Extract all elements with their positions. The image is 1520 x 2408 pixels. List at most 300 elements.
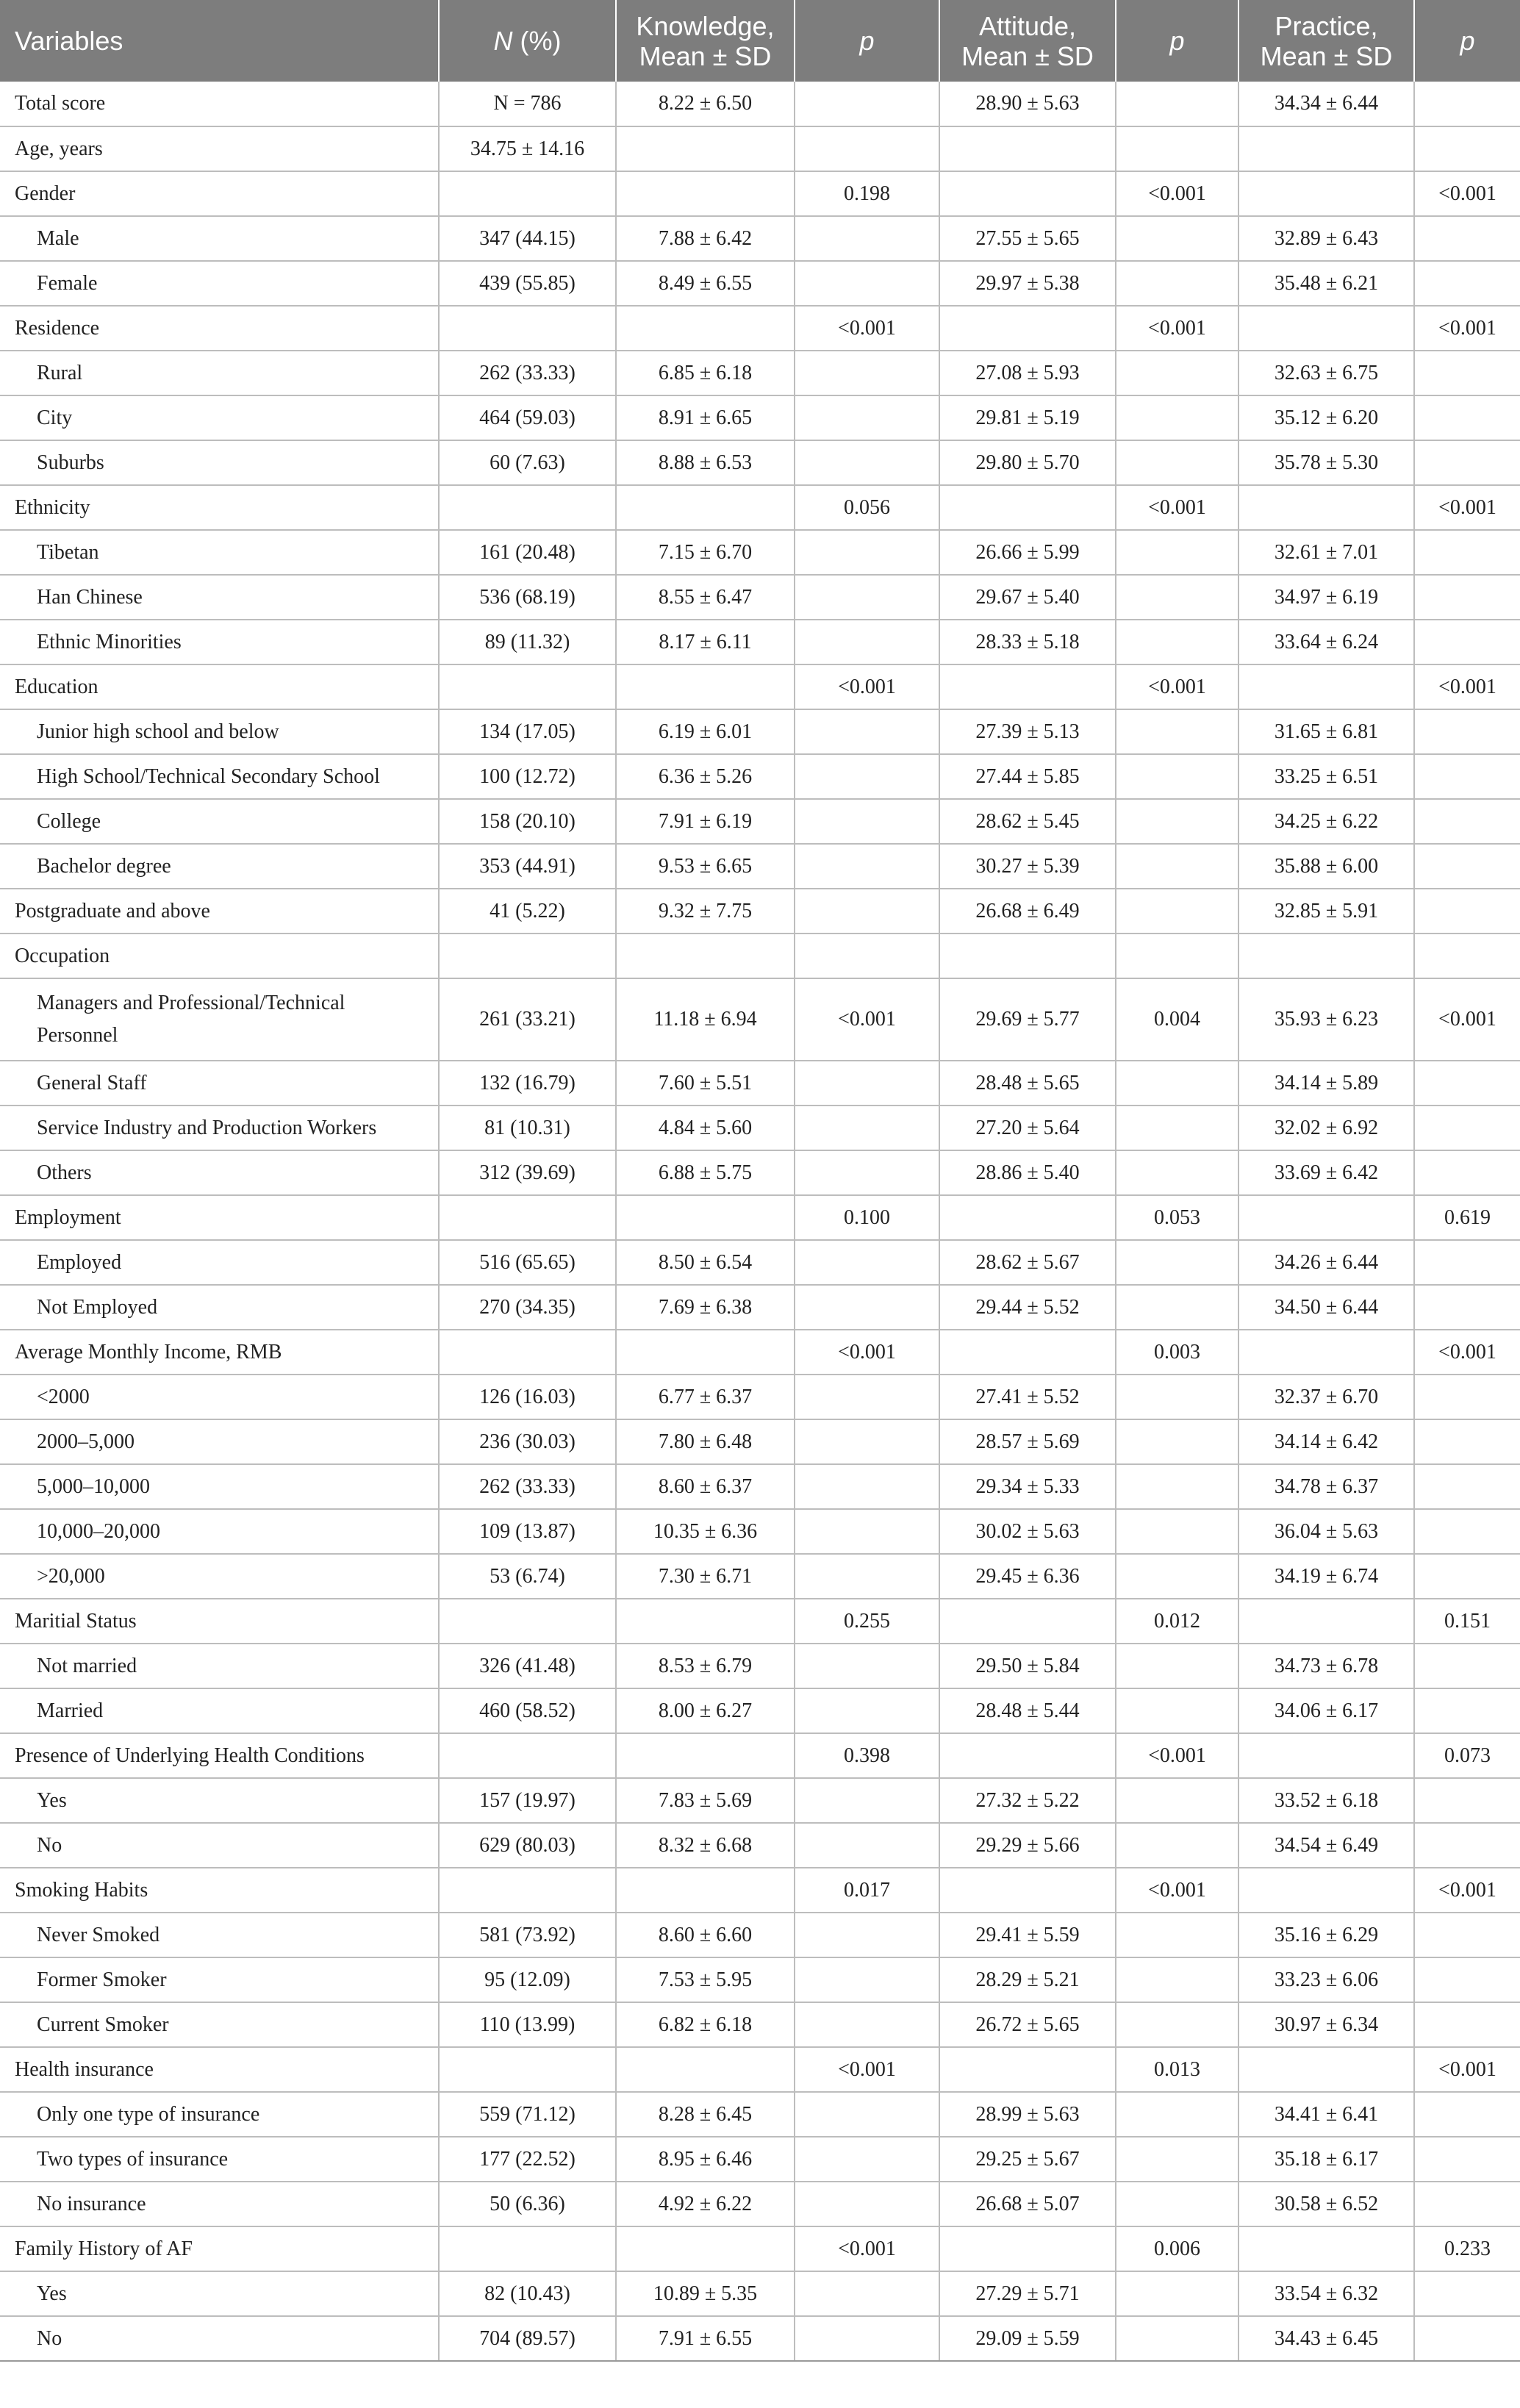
practice-p-cell: <0.001	[1414, 1868, 1520, 1913]
attitude-p-cell	[1116, 1913, 1238, 1957]
knowledge-p-cell	[795, 1823, 939, 1868]
n-percent-cell: 177 (22.52)	[439, 2137, 616, 2182]
variable-cell: Postgraduate and above	[0, 889, 439, 934]
knowledge-p-cell	[795, 1957, 939, 2002]
practice-p-cell	[1414, 1913, 1520, 1957]
knowledge-p-cell: 0.056	[795, 485, 939, 530]
attitude-cell	[939, 1195, 1116, 1240]
variable-cell: 2000–5,000	[0, 1419, 439, 1464]
variable-cell: Not Employed	[0, 1285, 439, 1330]
practice-cell: 33.25 ± 6.51	[1238, 754, 1414, 799]
knowledge-p-cell	[795, 934, 939, 978]
attitude-p-cell	[1116, 2271, 1238, 2316]
variable-cell: Rural	[0, 351, 439, 395]
practice-p-cell	[1414, 620, 1520, 664]
attitude-p-cell	[1116, 440, 1238, 485]
knowledge-cell: 6.88 ± 5.75	[616, 1150, 795, 1195]
practice-p-cell	[1414, 1644, 1520, 1688]
knowledge-p-cell	[795, 261, 939, 306]
n-percent-cell: 536 (68.19)	[439, 575, 616, 620]
attitude-cell: 29.44 ± 5.52	[939, 1285, 1116, 1330]
table-row	[0, 485, 1520, 530]
attitude-p-cell: <0.001	[1116, 171, 1238, 216]
practice-p-cell: 0.233	[1414, 2226, 1520, 2271]
attitude-cell: 28.29 ± 5.21	[939, 1957, 1116, 2002]
knowledge-cell	[616, 2226, 795, 2271]
table-row	[0, 664, 1520, 709]
variable-cell: Ethnic Minorities	[0, 620, 439, 664]
knowledge-cell: 6.19 ± 6.01	[616, 709, 795, 754]
practice-cell: 35.78 ± 5.30	[1238, 440, 1414, 485]
attitude-cell: 27.44 ± 5.85	[939, 754, 1116, 799]
table-row	[0, 575, 1520, 620]
practice-p-cell	[1414, 799, 1520, 844]
practice-cell: 30.58 ± 6.52	[1238, 2182, 1414, 2226]
practice-cell: 34.19 ± 6.74	[1238, 1554, 1414, 1599]
table-row	[0, 620, 1520, 664]
practice-p-cell	[1414, 261, 1520, 306]
attitude-cell	[939, 171, 1116, 216]
practice-cell: 33.23 ± 6.06	[1238, 1957, 1414, 2002]
header-n-percent: N (%)	[439, 0, 616, 82]
attitude-cell	[939, 2047, 1116, 2092]
practice-cell: 34.97 ± 6.19	[1238, 575, 1414, 620]
n-percent-cell: 347 (44.15)	[439, 216, 616, 261]
table-row	[0, 844, 1520, 889]
attitude-cell	[939, 664, 1116, 709]
knowledge-cell	[616, 2047, 795, 2092]
practice-cell	[1238, 1868, 1414, 1913]
variable-cell: Smoking Habits	[0, 1868, 439, 1913]
practice-p-cell: 0.073	[1414, 1733, 1520, 1778]
practice-p-cell: <0.001	[1414, 2047, 1520, 2092]
header-knowledge-p: p	[795, 0, 939, 82]
attitude-cell: 29.29 ± 5.66	[939, 1823, 1116, 1868]
variable-cell: Service Industry and Production Workers	[0, 1106, 439, 1150]
attitude-p-cell	[1116, 934, 1238, 978]
n-percent-cell: 439 (55.85)	[439, 261, 616, 306]
practice-p-cell	[1414, 1464, 1520, 1509]
knowledge-cell: 7.69 ± 6.38	[616, 1285, 795, 1330]
attitude-cell: 27.41 ± 5.52	[939, 1375, 1116, 1419]
n-percent-cell: 312 (39.69)	[439, 1150, 616, 1195]
table-row	[0, 1285, 1520, 1330]
attitude-p-cell	[1116, 799, 1238, 844]
attitude-p-cell	[1116, 261, 1238, 306]
knowledge-p-cell	[795, 2316, 939, 2361]
attitude-p-cell	[1116, 1957, 1238, 2002]
knowledge-p-cell	[795, 216, 939, 261]
practice-cell	[1238, 485, 1414, 530]
table-row	[0, 530, 1520, 575]
table-row	[0, 2137, 1520, 2182]
table-row	[0, 1419, 1520, 1464]
knowledge-cell: 11.18 ± 6.94	[616, 978, 795, 1061]
knowledge-p-cell	[795, 440, 939, 485]
n-percent-cell: 460 (58.52)	[439, 1688, 616, 1733]
attitude-cell: 27.55 ± 5.65	[939, 216, 1116, 261]
attitude-cell: 28.33 ± 5.18	[939, 620, 1116, 664]
attitude-cell: 29.45 ± 6.36	[939, 1554, 1116, 1599]
attitude-cell: 28.57 ± 5.69	[939, 1419, 1116, 1464]
table-row	[0, 1150, 1520, 1195]
knowledge-p-cell	[795, 2182, 939, 2226]
n-percent-cell: 81 (10.31)	[439, 1106, 616, 1150]
attitude-p-cell: 0.003	[1116, 1330, 1238, 1375]
knowledge-cell: 8.88 ± 6.53	[616, 440, 795, 485]
practice-cell	[1238, 171, 1414, 216]
variable-cell: Female	[0, 261, 439, 306]
attitude-cell: 29.41 ± 5.59	[939, 1913, 1116, 1957]
variable-cell: Education	[0, 664, 439, 709]
knowledge-cell: 8.22 ± 6.50	[616, 82, 795, 126]
n-percent-cell: 82 (10.43)	[439, 2271, 616, 2316]
practice-cell: 35.16 ± 6.29	[1238, 1913, 1414, 1957]
variable-cell: Age, years	[0, 126, 439, 171]
table-row	[0, 1106, 1520, 1150]
table-row	[0, 1868, 1520, 1913]
practice-p-cell	[1414, 351, 1520, 395]
variable-cell: Average Monthly Income, RMB	[0, 1330, 439, 1375]
variable-cell: Family History of AF	[0, 2226, 439, 2271]
practice-p-cell	[1414, 2092, 1520, 2137]
attitude-p-cell	[1116, 1688, 1238, 1733]
attitude-p-cell	[1116, 1106, 1238, 1150]
header-variables: Variables	[0, 0, 439, 82]
variable-cell: Never Smoked	[0, 1913, 439, 1957]
n-percent-cell	[439, 1195, 616, 1240]
practice-cell: 32.37 ± 6.70	[1238, 1375, 1414, 1419]
knowledge-p-cell: <0.001	[795, 664, 939, 709]
practice-p-cell	[1414, 1106, 1520, 1150]
attitude-cell: 26.68 ± 5.07	[939, 2182, 1116, 2226]
n-percent-cell	[439, 1599, 616, 1644]
table-row	[0, 709, 1520, 754]
practice-p-cell	[1414, 1823, 1520, 1868]
n-percent-cell: 109 (13.87)	[439, 1509, 616, 1554]
attitude-cell: 27.32 ± 5.22	[939, 1778, 1116, 1823]
attitude-cell: 28.48 ± 5.65	[939, 1061, 1116, 1106]
knowledge-cell: 8.17 ± 6.11	[616, 620, 795, 664]
practice-cell: 34.25 ± 6.22	[1238, 799, 1414, 844]
practice-cell: 34.54 ± 6.49	[1238, 1823, 1414, 1868]
practice-p-cell	[1414, 575, 1520, 620]
attitude-cell	[939, 2226, 1116, 2271]
knowledge-p-cell	[795, 2137, 939, 2182]
knowledge-cell: 7.83 ± 5.69	[616, 1778, 795, 1823]
knowledge-p-cell	[795, 754, 939, 799]
attitude-p-cell	[1116, 2316, 1238, 2361]
attitude-cell	[939, 1330, 1116, 1375]
knowledge-p-cell	[795, 1240, 939, 1285]
table-row	[0, 2271, 1520, 2316]
knowledge-cell: 7.88 ± 6.42	[616, 216, 795, 261]
attitude-cell: 27.08 ± 5.93	[939, 351, 1116, 395]
attitude-cell: 28.99 ± 5.63	[939, 2092, 1116, 2137]
variable-cell: Current Smoker	[0, 2002, 439, 2047]
practice-cell	[1238, 126, 1414, 171]
knowledge-cell: 8.50 ± 6.54	[616, 1240, 795, 1285]
knowledge-cell: 4.84 ± 5.60	[616, 1106, 795, 1150]
attitude-p-cell	[1116, 1375, 1238, 1419]
practice-p-cell	[1414, 1688, 1520, 1733]
table-row	[0, 1778, 1520, 1823]
attitude-p-cell: <0.001	[1116, 1868, 1238, 1913]
practice-cell: 32.02 ± 6.92	[1238, 1106, 1414, 1150]
attitude-p-cell	[1116, 1285, 1238, 1330]
n-percent-cell: 236 (30.03)	[439, 1419, 616, 1464]
n-percent-cell: 581 (73.92)	[439, 1913, 616, 1957]
knowledge-p-cell	[795, 1419, 939, 1464]
attitude-cell: 28.62 ± 5.67	[939, 1240, 1116, 1285]
practice-cell: 34.41 ± 6.41	[1238, 2092, 1414, 2137]
attitude-cell: 29.50 ± 5.84	[939, 1644, 1116, 1688]
knowledge-cell	[616, 1195, 795, 1240]
attitude-cell: 28.90 ± 5.63	[939, 82, 1116, 126]
practice-p-cell	[1414, 126, 1520, 171]
practice-cell: 31.65 ± 6.81	[1238, 709, 1414, 754]
table-body	[0, 82, 1520, 2361]
attitude-p-cell: <0.001	[1116, 1733, 1238, 1778]
n-percent-cell: 34.75 ± 14.16	[439, 126, 616, 171]
knowledge-p-cell	[795, 1106, 939, 1150]
variable-cell: No	[0, 2316, 439, 2361]
knowledge-p-cell: <0.001	[795, 306, 939, 351]
n-percent-cell: 161 (20.48)	[439, 530, 616, 575]
knowledge-p-cell	[795, 2271, 939, 2316]
attitude-cell: 26.68 ± 6.49	[939, 889, 1116, 934]
variable-cell: Employed	[0, 1240, 439, 1285]
table-row	[0, 171, 1520, 216]
variable-cell: Total score	[0, 82, 439, 126]
knowledge-cell	[616, 1733, 795, 1778]
knowledge-cell: 8.00 ± 6.27	[616, 1688, 795, 1733]
attitude-cell: 28.86 ± 5.40	[939, 1150, 1116, 1195]
practice-cell: 32.85 ± 5.91	[1238, 889, 1414, 934]
table-row	[0, 1375, 1520, 1419]
practice-p-cell	[1414, 82, 1520, 126]
practice-p-cell	[1414, 2271, 1520, 2316]
table-row	[0, 1733, 1520, 1778]
knowledge-cell: 8.60 ± 6.60	[616, 1913, 795, 1957]
attitude-cell: 29.80 ± 5.70	[939, 440, 1116, 485]
knowledge-p-cell	[795, 1778, 939, 1823]
knowledge-p-cell	[795, 1375, 939, 1419]
n-percent-cell: 100 (12.72)	[439, 754, 616, 799]
variable-cell: Bachelor degree	[0, 844, 439, 889]
attitude-p-cell	[1116, 2002, 1238, 2047]
variable-cell: No insurance	[0, 2182, 439, 2226]
attitude-cell	[939, 1868, 1116, 1913]
practice-cell	[1238, 1195, 1414, 1240]
knowledge-cell	[616, 664, 795, 709]
practice-cell	[1238, 934, 1414, 978]
practice-p-cell	[1414, 934, 1520, 978]
knowledge-p-cell	[795, 1285, 939, 1330]
table-row	[0, 754, 1520, 799]
header-attitude-p: p	[1116, 0, 1238, 82]
table-row	[0, 2316, 1520, 2361]
knowledge-p-cell	[795, 351, 939, 395]
header-knowledge: Knowledge, Mean ± SD	[616, 0, 795, 82]
n-percent-cell: 516 (65.65)	[439, 1240, 616, 1285]
knowledge-cell: 7.53 ± 5.95	[616, 1957, 795, 2002]
knowledge-cell: 7.91 ± 6.55	[616, 2316, 795, 2361]
practice-cell: 32.89 ± 6.43	[1238, 216, 1414, 261]
practice-cell: 35.88 ± 6.00	[1238, 844, 1414, 889]
n-percent-cell: 157 (19.97)	[439, 1778, 616, 1823]
table-row	[0, 1823, 1520, 1868]
attitude-p-cell	[1116, 395, 1238, 440]
practice-p-cell	[1414, 2002, 1520, 2047]
attitude-p-cell	[1116, 216, 1238, 261]
table-row	[0, 82, 1520, 126]
attitude-cell	[939, 1599, 1116, 1644]
practice-cell: 34.26 ± 6.44	[1238, 1240, 1414, 1285]
attitude-cell: 27.20 ± 5.64	[939, 1106, 1116, 1150]
attitude-cell: 29.81 ± 5.19	[939, 395, 1116, 440]
n-percent-cell: 110 (13.99)	[439, 2002, 616, 2047]
knowledge-cell: 7.91 ± 6.19	[616, 799, 795, 844]
attitude-p-cell	[1116, 1823, 1238, 1868]
knowledge-p-cell: 0.017	[795, 1868, 939, 1913]
knowledge-p-cell: 0.398	[795, 1733, 939, 1778]
n-percent-cell: 262 (33.33)	[439, 351, 616, 395]
attitude-p-cell	[1116, 575, 1238, 620]
table-row	[0, 799, 1520, 844]
table-row	[0, 395, 1520, 440]
header-practice-p: p	[1414, 0, 1520, 82]
n-percent-cell: 89 (11.32)	[439, 620, 616, 664]
knowledge-cell: 7.80 ± 6.48	[616, 1419, 795, 1464]
attitude-p-cell	[1116, 1150, 1238, 1195]
knowledge-p-cell	[795, 1464, 939, 1509]
variable-cell: Others	[0, 1150, 439, 1195]
practice-cell: 35.12 ± 6.20	[1238, 395, 1414, 440]
knowledge-p-cell: 0.198	[795, 171, 939, 216]
practice-p-cell	[1414, 395, 1520, 440]
attitude-p-cell	[1116, 1644, 1238, 1688]
n-percent-cell	[439, 485, 616, 530]
attitude-p-cell	[1116, 620, 1238, 664]
practice-p-cell	[1414, 844, 1520, 889]
practice-cell: 35.93 ± 6.23	[1238, 978, 1414, 1061]
attitude-cell: 27.39 ± 5.13	[939, 709, 1116, 754]
attitude-p-cell	[1116, 351, 1238, 395]
knowledge-cell	[616, 171, 795, 216]
knowledge-cell: 10.35 ± 6.36	[616, 1509, 795, 1554]
attitude-cell: 29.25 ± 5.67	[939, 2137, 1116, 2182]
variable-cell: Employment	[0, 1195, 439, 1240]
knowledge-cell: 4.92 ± 6.22	[616, 2182, 795, 2226]
knowledge-cell	[616, 126, 795, 171]
variable-cell: Yes	[0, 1778, 439, 1823]
practice-p-cell	[1414, 1240, 1520, 1285]
practice-cell: 32.63 ± 6.75	[1238, 351, 1414, 395]
knowledge-p-cell	[795, 620, 939, 664]
n-percent-cell	[439, 1330, 616, 1375]
n-percent-cell	[439, 934, 616, 978]
variable-cell: Junior high school and below	[0, 709, 439, 754]
variable-cell: Managers and Professional/Technical Personnel	[0, 978, 439, 1061]
practice-p-cell	[1414, 2316, 1520, 2361]
practice-cell: 30.97 ± 6.34	[1238, 2002, 1414, 2047]
n-percent-cell: 464 (59.03)	[439, 395, 616, 440]
knowledge-p-cell	[795, 709, 939, 754]
table-row	[0, 978, 1520, 1061]
knowledge-cell: 6.36 ± 5.26	[616, 754, 795, 799]
practice-cell: 36.04 ± 5.63	[1238, 1509, 1414, 1554]
table-row	[0, 351, 1520, 395]
attitude-p-cell: 0.013	[1116, 2047, 1238, 2092]
variable-cell: <2000	[0, 1375, 439, 1419]
variable-cell: Tibetan	[0, 530, 439, 575]
variable-cell: Two types of insurance	[0, 2137, 439, 2182]
variable-cell: Presence of Underlying Health Conditions	[0, 1733, 439, 1778]
table-row	[0, 1464, 1520, 1509]
knowledge-cell: 7.30 ± 6.71	[616, 1554, 795, 1599]
header-row	[0, 0, 1520, 82]
knowledge-p-cell	[795, 799, 939, 844]
n-percent-cell: 53 (6.74)	[439, 1554, 616, 1599]
variable-cell: 10,000–20,000	[0, 1509, 439, 1554]
table-row	[0, 1240, 1520, 1285]
practice-cell: 33.69 ± 6.42	[1238, 1150, 1414, 1195]
n-percent-cell: 41 (5.22)	[439, 889, 616, 934]
practice-p-cell	[1414, 440, 1520, 485]
n-percent-cell: N = 786	[439, 82, 616, 126]
variable-cell: Residence	[0, 306, 439, 351]
knowledge-cell: 6.82 ± 6.18	[616, 2002, 795, 2047]
practice-p-cell	[1414, 709, 1520, 754]
knowledge-p-cell	[795, 889, 939, 934]
variable-cell: No	[0, 1823, 439, 1868]
variable-cell: College	[0, 799, 439, 844]
practice-cell: 35.48 ± 6.21	[1238, 261, 1414, 306]
knowledge-p-cell	[795, 1509, 939, 1554]
table-row	[0, 1599, 1520, 1644]
table-row	[0, 889, 1520, 934]
n-percent-cell: 50 (6.36)	[439, 2182, 616, 2226]
attitude-cell: 26.66 ± 5.99	[939, 530, 1116, 575]
n-percent-cell	[439, 664, 616, 709]
practice-p-cell	[1414, 1375, 1520, 1419]
attitude-cell	[939, 306, 1116, 351]
attitude-cell	[939, 934, 1116, 978]
knowledge-p-cell	[795, 844, 939, 889]
practice-cell: 33.54 ± 6.32	[1238, 2271, 1414, 2316]
practice-p-cell	[1414, 2137, 1520, 2182]
attitude-cell: 30.02 ± 5.63	[939, 1509, 1116, 1554]
table-row	[0, 2092, 1520, 2137]
n-percent-cell: 126 (16.03)	[439, 1375, 616, 1419]
knowledge-p-cell	[795, 530, 939, 575]
variable-cell: Ethnicity	[0, 485, 439, 530]
variable-cell: Married	[0, 1688, 439, 1733]
n-percent-cell: 261 (33.21)	[439, 978, 616, 1061]
attitude-p-cell	[1116, 2137, 1238, 2182]
table-row	[0, 1509, 1520, 1554]
table-row	[0, 2002, 1520, 2047]
knowledge-p-cell: 0.100	[795, 1195, 939, 1240]
knowledge-cell: 8.91 ± 6.65	[616, 395, 795, 440]
n-percent-cell: 559 (71.12)	[439, 2092, 616, 2137]
knowledge-cell: 9.53 ± 6.65	[616, 844, 795, 889]
knowledge-cell: 6.85 ± 6.18	[616, 351, 795, 395]
knowledge-p-cell	[795, 2002, 939, 2047]
variable-cell: Gender	[0, 171, 439, 216]
knowledge-cell	[616, 1330, 795, 1375]
